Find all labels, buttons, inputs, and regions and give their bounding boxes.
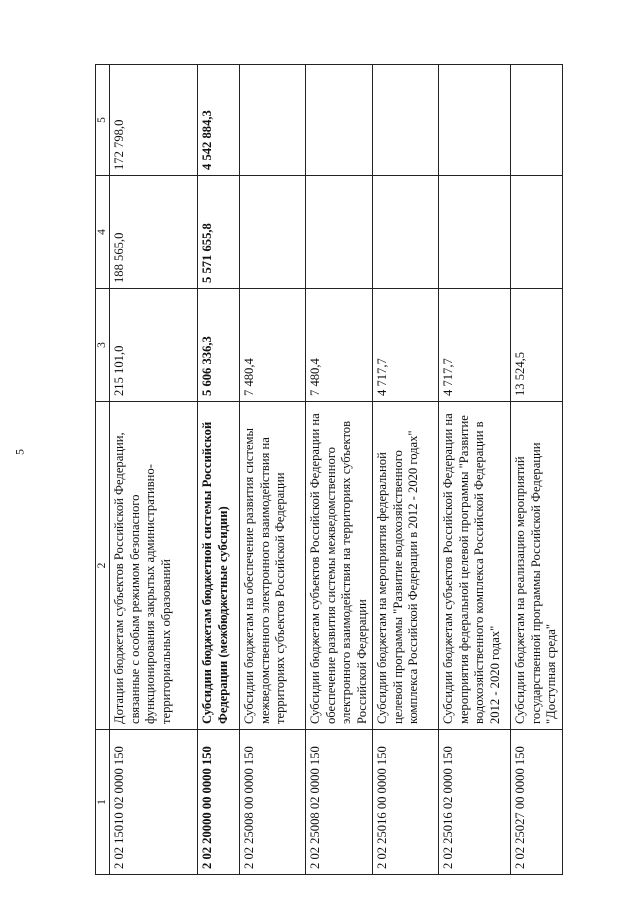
row-name: Субсидии бюджетам на мероприятия федеральной целевой программы "Развитие водохозяйственного комплекса Российской Федерации в 2012 - 2020 годах" <box>373 402 439 730</box>
row-code: 2 02 25027 00 0000 150 <box>511 730 563 875</box>
row-value-col4 <box>306 176 373 289</box>
rotated-table-wrapper <box>95 65 558 875</box>
row-code: 2 02 25008 02 0000 150 <box>306 730 373 875</box>
row-code: 2 02 25016 00 0000 150 <box>373 730 439 875</box>
table-row <box>511 65 563 875</box>
row-value-col5 <box>439 65 511 176</box>
table-row <box>306 65 373 875</box>
row-value-col5: 172 798,0 <box>110 65 198 176</box>
row-value-col4 <box>511 176 563 289</box>
header-col-1: 1 <box>96 730 110 875</box>
row-name: Субсидии бюджетам бюджетной системы Российской Федерации (межбюджетные субсидии) <box>198 402 240 730</box>
row-name: Дотации бюджетам субъектов Российской Федерации, связанные с особым режимом безопасного функционирования закрытых административно-территориальных образований <box>110 402 198 730</box>
header-col-2: 2 <box>96 402 110 730</box>
row-code: 2 02 20000 00 0000 150 <box>198 730 240 875</box>
table-row <box>198 65 240 875</box>
table-row <box>240 65 306 875</box>
row-value-col4 <box>439 176 511 289</box>
row-value-col4: 5 571 655,8 <box>198 176 240 289</box>
budget-table <box>95 64 563 875</box>
row-value-col5: 4 542 884,3 <box>198 65 240 176</box>
row-value-col4 <box>240 176 306 289</box>
row-value-col5 <box>511 65 563 176</box>
page-number: 5 <box>12 449 27 455</box>
row-name: Субсидии бюджетам субъектов Российской Федерации на мероприятия федеральной целевой программы "Развитие водохозяйственного комплекса Российской Федерации в 2012 - 2020 годах" <box>439 402 511 730</box>
row-value-col3: 13 524,5 <box>511 289 563 402</box>
table-row <box>110 65 198 875</box>
row-code: 2 02 15010 02 0000 150 <box>110 730 198 875</box>
row-value-col5 <box>373 65 439 176</box>
row-value-col3: 5 606 336,3 <box>198 289 240 402</box>
row-value-col3: 215 101,0 <box>110 289 198 402</box>
header-row <box>96 65 110 875</box>
row-code: 2 02 25008 00 0000 150 <box>240 730 306 875</box>
row-value-col5 <box>306 65 373 176</box>
row-value-col4 <box>373 176 439 289</box>
table-row <box>439 65 511 875</box>
row-value-col3: 4 717,7 <box>373 289 439 402</box>
row-code: 2 02 25016 02 0000 150 <box>439 730 511 875</box>
header-col-5: 5 <box>96 65 110 176</box>
header-col-3: 3 <box>96 289 110 402</box>
row-name: Субсидии бюджетам на обеспечение развития системы межведомственного электронного взаимодействия на территориях субъектов Российской Федерации <box>240 402 306 730</box>
row-value-col3: 7 480,4 <box>306 289 373 402</box>
row-value-col4: 188 565,0 <box>110 176 198 289</box>
row-name: Субсидии бюджетам субъектов Российской Федерации на обеспечение развития системы межведомственного электронного взаимодействия на территориях субъектов Российской Федерации <box>306 402 373 730</box>
row-value-col5 <box>240 65 306 176</box>
table-row <box>373 65 439 875</box>
row-value-col3: 4 717,7 <box>439 289 511 402</box>
row-value-col3: 7 480,4 <box>240 289 306 402</box>
header-col-4: 4 <box>96 176 110 289</box>
row-name: Субсидии бюджетам на реализацию мероприятий государственной программы Российской Федерации "Доступная среда" <box>511 402 563 730</box>
